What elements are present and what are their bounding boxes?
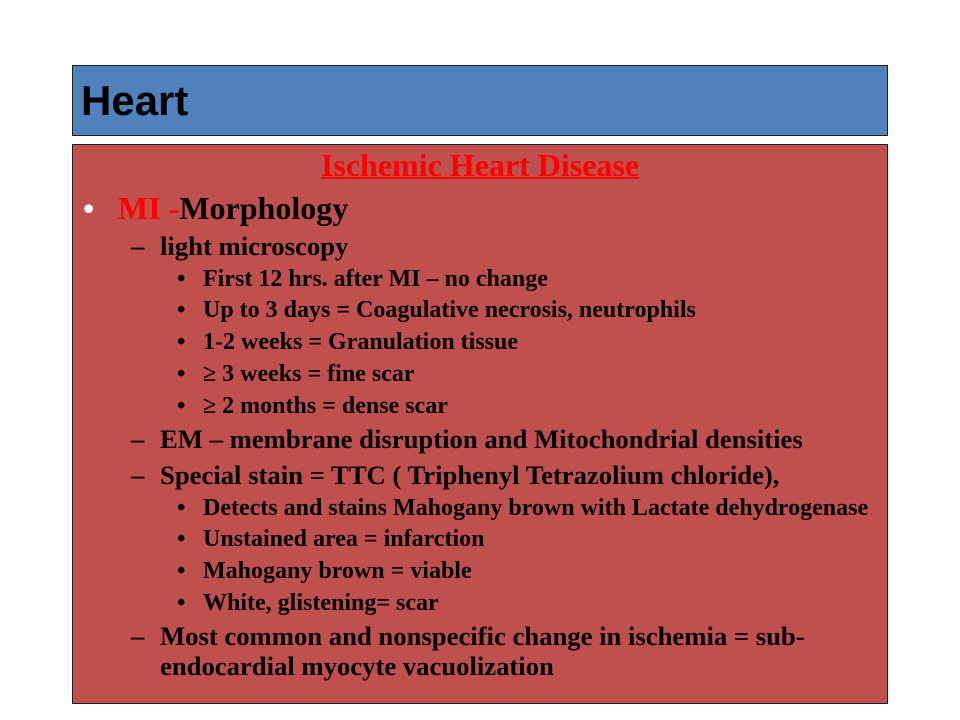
bullet-item-topic (83, 189, 348, 227)
dash-icon: – (131, 460, 145, 490)
bullet-icon: • (177, 589, 186, 616)
list-item (177, 392, 448, 421)
dash-icon: – (131, 424, 145, 454)
list-item-text: 1-2 weeks = Granulation tissue (203, 329, 519, 355)
list-item (177, 360, 414, 389)
bullet-icon: • (177, 557, 186, 584)
sub-bullet-text: EM – membrane disruption and Mitochondrial densities (160, 424, 803, 454)
list-item-text: First 12 hrs. after MI – no change (203, 265, 548, 292)
list-item-text: ≥ 2 months = dense scar (203, 392, 448, 419)
list-item-text: ≥ 3 weeks = fine scar (203, 360, 415, 387)
topic-label: Morphology (179, 190, 349, 226)
bullet-icon: • (177, 297, 186, 324)
list-item (177, 265, 548, 294)
bullet-icon: • (83, 190, 95, 226)
sub-bullet-most-common (131, 621, 850, 681)
topic-prefix: MI - (118, 190, 180, 226)
bullet-icon: • (177, 329, 186, 355)
bullet-icon: • (177, 360, 186, 387)
sub-bullet-special-stain (131, 459, 779, 491)
slide-title-bar (72, 65, 888, 136)
sub-bullet-em (131, 423, 803, 455)
bullet-icon: • (177, 265, 186, 292)
list-item-text: Mahogany brown = viable (203, 557, 472, 584)
list-item (177, 525, 484, 554)
sub-bullet-text: light microscopy (160, 231, 349, 261)
sub-bullet-light-microscopy (131, 230, 348, 262)
sub-bullet-text: Special stain = TTC ( Triphenyl Tetrazolium chloride), (160, 460, 780, 490)
slide-title: Heart (81, 77, 189, 124)
list-item (177, 589, 439, 618)
dash-icon: – (131, 231, 145, 261)
topic-text (118, 189, 348, 227)
list-item-text: Detects and stains Mahogany brown with Lactate dehydrogenase (203, 494, 869, 521)
list-item-text: Unstained area = infarction (203, 526, 485, 553)
list-item-text: Up to 3 days = Coagulative necrosis, neutrophils (203, 297, 696, 324)
bullet-icon: • (177, 392, 186, 419)
slide-content (72, 144, 888, 704)
bullet-icon: • (177, 526, 186, 553)
dash-icon: – (131, 621, 145, 651)
bullet-icon: • (177, 494, 186, 521)
list-item (177, 494, 868, 523)
list-item (177, 328, 518, 357)
sub-bullet-text: Most common and nonspecific change in ischemia = sub-endocardial myocyte vacuolization (160, 621, 805, 681)
slide-heading: Ischemic Heart Disease (320, 147, 640, 183)
list-item-text: White, glistening= scar (203, 589, 439, 616)
list-item (177, 557, 472, 586)
list-item (177, 296, 696, 325)
